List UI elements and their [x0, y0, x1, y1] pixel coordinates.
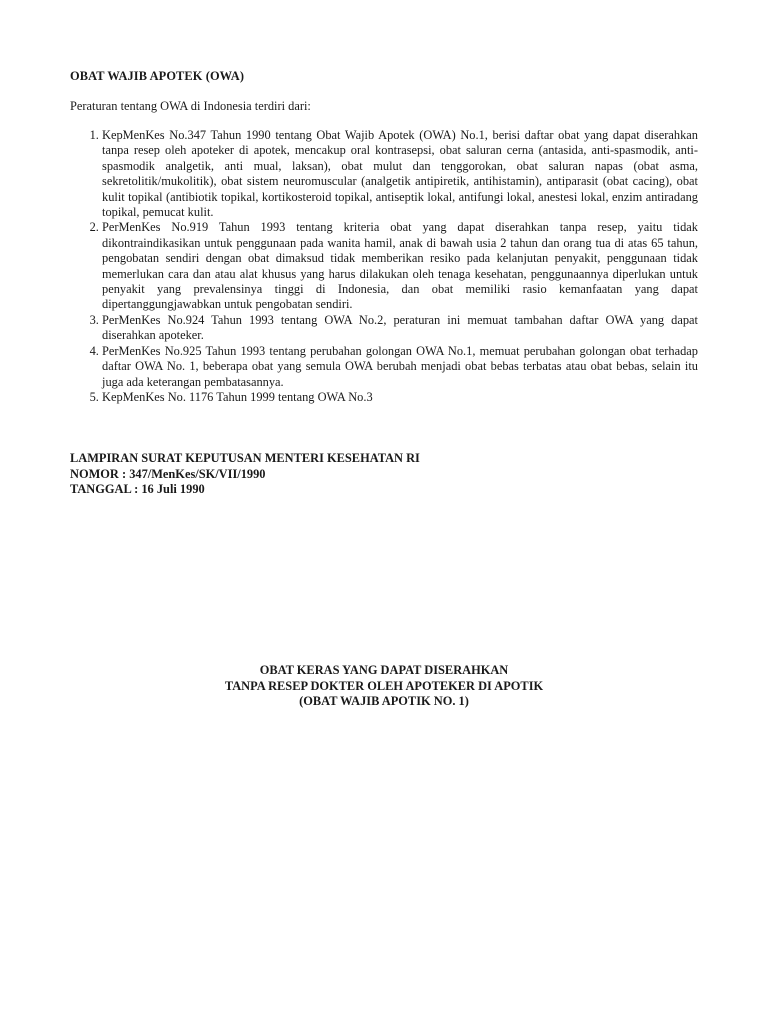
lampiran-title: LAMPIRAN SURAT KEPUTUSAN MENTERI KESEHATAN RI: [70, 451, 420, 465]
lampiran-block: [70, 451, 420, 498]
regulation-item: 5. KepMenKes No. 1176 Tahun 1999 tentang OWA No.3: [102, 390, 698, 405]
intro-paragraph: Peraturan tentang OWA di Indonesia terdiri dari:: [70, 99, 311, 113]
regulation-item: 3. PerMenKes No.924 Tahun 1993 tentang OWA No.2, peraturan ini memuat tambahan daftar OWA yang dapat diserahkan apoteker.: [102, 313, 698, 344]
regulation-list: [70, 128, 698, 405]
regulation-item: 1. KepMenKes No.347 Tahun 1990 tentang Obat Wajib Apotek (OWA) No.1, berisi daftar obat yang dapat diserahkan tanpa resep oleh apoteker di apotek, mencakup oral kontrasepsi, obat saluran cerna (antasida, anti-spasmodik, anti-spasmodik analgetik, anti mual, laksan), obat mulut dan tenggorokan, obat saluran napas (obat asma, sekretolitik/mukolitik), obat sistem neuromuscular (analgetik antipiretik, antihistamin), antiparasit (obat cacing), obat kulit topikal (antibiotik topikal, kortikosteroid topikal, antiseptik lokal, antifungi lokal, anestesi lokal, enzim antiradang topikal, pemucat kulit.: [102, 128, 698, 220]
lampiran-number: NOMOR : 347/MenKes/SK/VII/1990: [70, 466, 266, 481]
document-title: OBAT WAJIB APOTEK (OWA): [70, 69, 245, 83]
regulation-item: 4. PerMenKes No.925 Tahun 1993 tentang perubahan golongan OWA No.1, memuat perubahan golongan obat terhadap daftar OWA No. 1, beberapa obat yang semula OWA berubah menjadi obat bebas terbatas atau obat bebas, selain itu juga ada keterangan pembatasannya.: [102, 344, 698, 390]
section-title-block: [0, 663, 768, 710]
section-title-line: OBAT KERAS YANG DAPAT DISERAHKAN: [259, 663, 509, 677]
section-title-line: (OBAT WAJIB APOTIK NO. 1): [299, 694, 469, 708]
lampiran-date: TANGGAL : 16 Juli 1990: [70, 482, 205, 496]
section-title-line: TANPA RESEP DOKTER OLEH APOTEKER DI APOTIK: [224, 678, 544, 693]
regulation-item: 2. PerMenKes No.919 Tahun 1993 tentang kriteria obat yang dapat diserahkan tanpa resep, yaitu tidak dikontraindikasikan untuk penggunaan pada wanita hamil, anak di bawah usia 2 tahun dan orang tua di atas 65 tahun, pengobatan sendiri dengan obat dimaksud tidak memberikan resiko pada kelanjutan penyakit, penggunaan tidak memerlukan cara dan atau alat khusus yang harus dilakukan oleh tenaga kesehatan, penggunaannya diperlukan untuk penyakit yang prevalensinya tinggi di Indonesia, dan obat memiliki rasio kemanfaatan yang dapat dipertanggungjawabkan untuk pengobatan sendiri.: [102, 220, 698, 312]
